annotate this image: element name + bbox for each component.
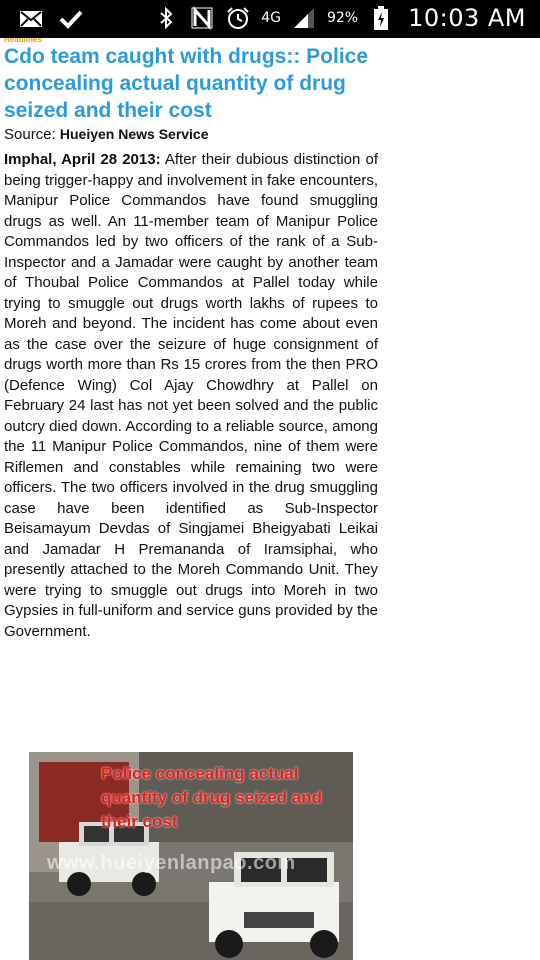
signal-icon — [291, 5, 317, 31]
photo-watermark: www.hueiyenlanpao.com — [47, 852, 296, 874]
network-type: 4G — [261, 10, 281, 26]
article-photo[interactable] — [29, 752, 353, 960]
article-dateline: Imphal, April 28 2013: — [4, 151, 161, 168]
source-prefix: Source: — [4, 126, 60, 143]
source-name: Hueiyen News Service — [59, 126, 209, 142]
status-bar — [0, 0, 540, 38]
bluetooth-icon — [153, 5, 179, 31]
check-icon[interactable] — [58, 6, 84, 32]
photo-caption: Police concealing actual quantity of drug seized and their cost — [101, 764, 323, 831]
mail-icon[interactable] — [18, 6, 44, 32]
alarm-icon — [225, 5, 251, 31]
article-text: After their dubious distinction of being trigger-happy and involvement in fake encounters, Manipur Police Commandos have found smuggling drugs as well. An 11-member team of Manipur Police Commandos led by two officers of the rank of a Sub-Inspector and a Jamadar were caught by another team of Thoubal Police Commandos at Pallel today while trying to smuggle out drugs worth lakhs of rupees to Moreh and beyond. The incident has come about even as the case over the seizure of huge consignment of drugs worth more than Rs 15 crores from the then PRO (Defence Wing) Col Ajay Chowdhry at Pallel on February 24 last has not yet been solved and the public outcry died down. According to a reliable source, among the 11 Manipur Police Commandos, nine of them were Riflemen and constables while remaining two were officers. The two officers involved in the drug smuggling case have been identified as Sub-Inspector Beisamayum Devdas of Singjamei Bheigyabati Leikai and Jamadar H Premananda of Iramsiphai, who presently attached to the Moreh Commando Unit. They were trying to smuggle out drugs into Moreh in two Gypsies in full-uniform and service guns provided by the Government. — [4, 151, 378, 640]
nfc-icon — [189, 5, 215, 31]
article-source — [4, 126, 209, 143]
battery-percent: 92% — [326, 10, 359, 26]
section-label: Headlines — [4, 38, 42, 44]
article-view[interactable] — [0, 38, 540, 960]
clock: 10:03 AM — [408, 4, 526, 32]
article-body — [4, 150, 378, 642]
battery-icon — [368, 5, 394, 31]
article-headline: Cdo team caught with drugs:: Police concealing actual quantity of drug seized and their cost — [4, 45, 369, 122]
